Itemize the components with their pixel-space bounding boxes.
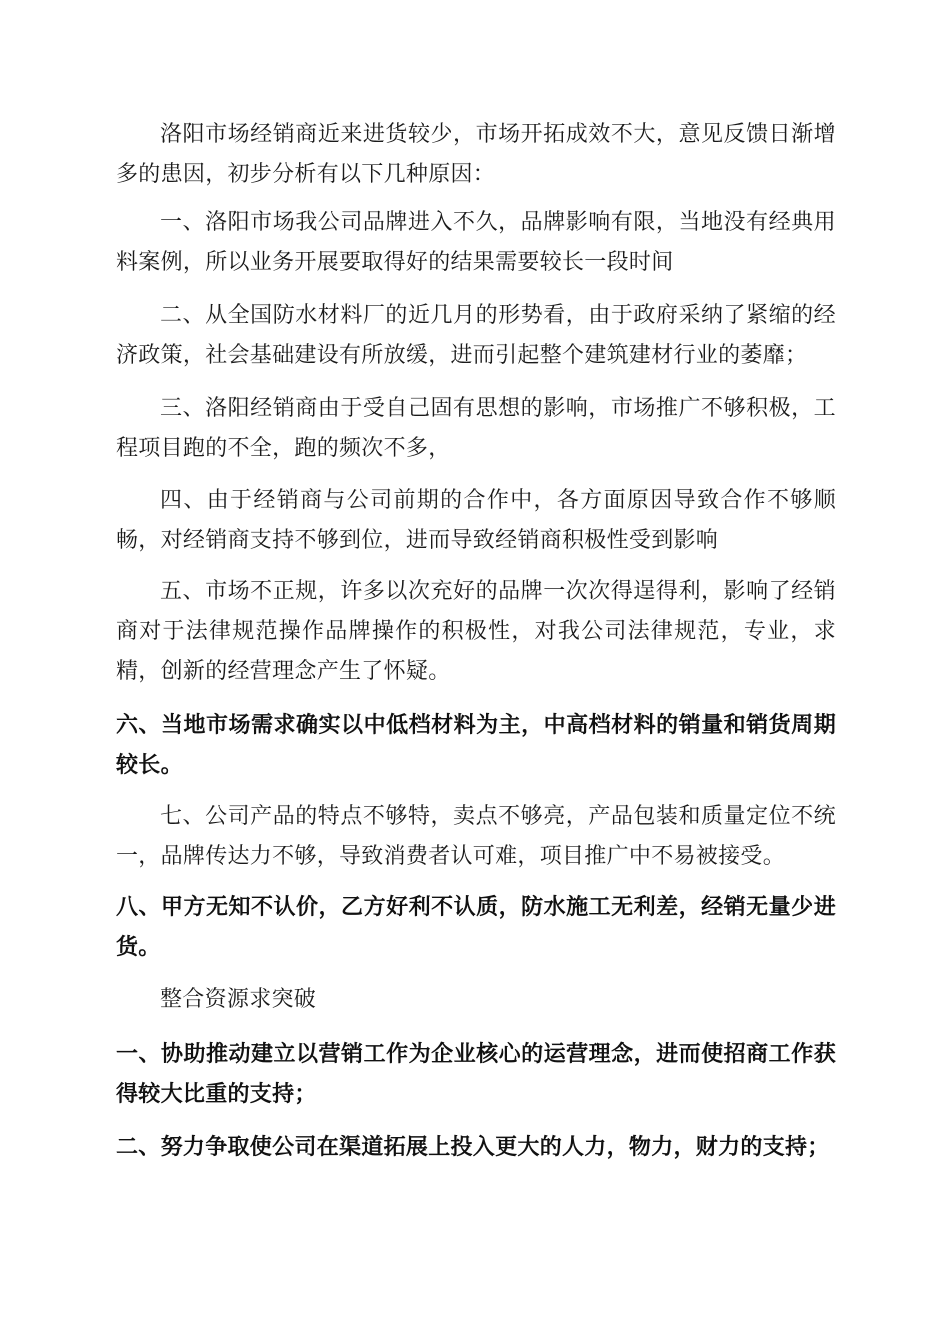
reason-8-paragraph: 八、甲方无知不认价，乙方好利不认质，防水施工无利差，经销无量少进货。: [116, 895, 836, 960]
reason-7-paragraph: 七、公司产品的特点不够特，卖点不够亮，产品包装和质量定位不统一，品牌传达力不够，导致消费者认可难，项目推广中不易被接受。: [116, 804, 836, 869]
reason-3-paragraph: 三、洛阳经销商由于受自己固有思想的影响，市场推广不够积极，工程项目跑的不全，跑的频次不多，: [116, 396, 836, 461]
reason-4-paragraph: 四、由于经销商与公司前期的合作中，各方面原因导致合作不够顺畅，对经销商支持不够到位，进而导致经销商积极性受到影响: [116, 488, 836, 553]
measure-2-paragraph: 二、努力争取使公司在渠道拓展上投入更大的人力，物力，财力的支持；: [116, 1135, 830, 1160]
reason-6-paragraph: 六、当地市场需求确实以中低档材料为主，中高档材料的销量和销货周期较长。: [116, 713, 836, 778]
measure-1-paragraph: 一、协助推动建立以营销工作为企业核心的运营理念，进而使招商工作获得较大比重的支持；: [116, 1042, 836, 1107]
reason-1-paragraph: 一、洛阳市场我公司品牌进入不久，品牌影响有限，当地没有经典用料案例，所以业务开展要取得好的结果需要较长一段时间: [116, 210, 836, 275]
intro-paragraph: 洛阳市场经销商近来进货较少，市场开拓成效不大，意见反馈日渐增多的患因，初步分析有以下几种原因：: [116, 122, 836, 187]
reason-5-paragraph: 五、市场不正规，许多以次充好的品牌一次次得逞得利，影响了经销商对于法律规范操作品牌操作的积极性，对我公司法律规范，专业，求精，创新的经营理念产生了怀疑。: [116, 579, 836, 684]
section-heading: 整合资源求突破: [160, 987, 317, 1012]
reason-2-paragraph: 二、从全国防水材料厂的近几月的形势看，由于政府采纳了紧缩的经济政策，社会基础建设有所放缓，进而引起整个建筑建材行业的萎靡；: [116, 303, 836, 368]
